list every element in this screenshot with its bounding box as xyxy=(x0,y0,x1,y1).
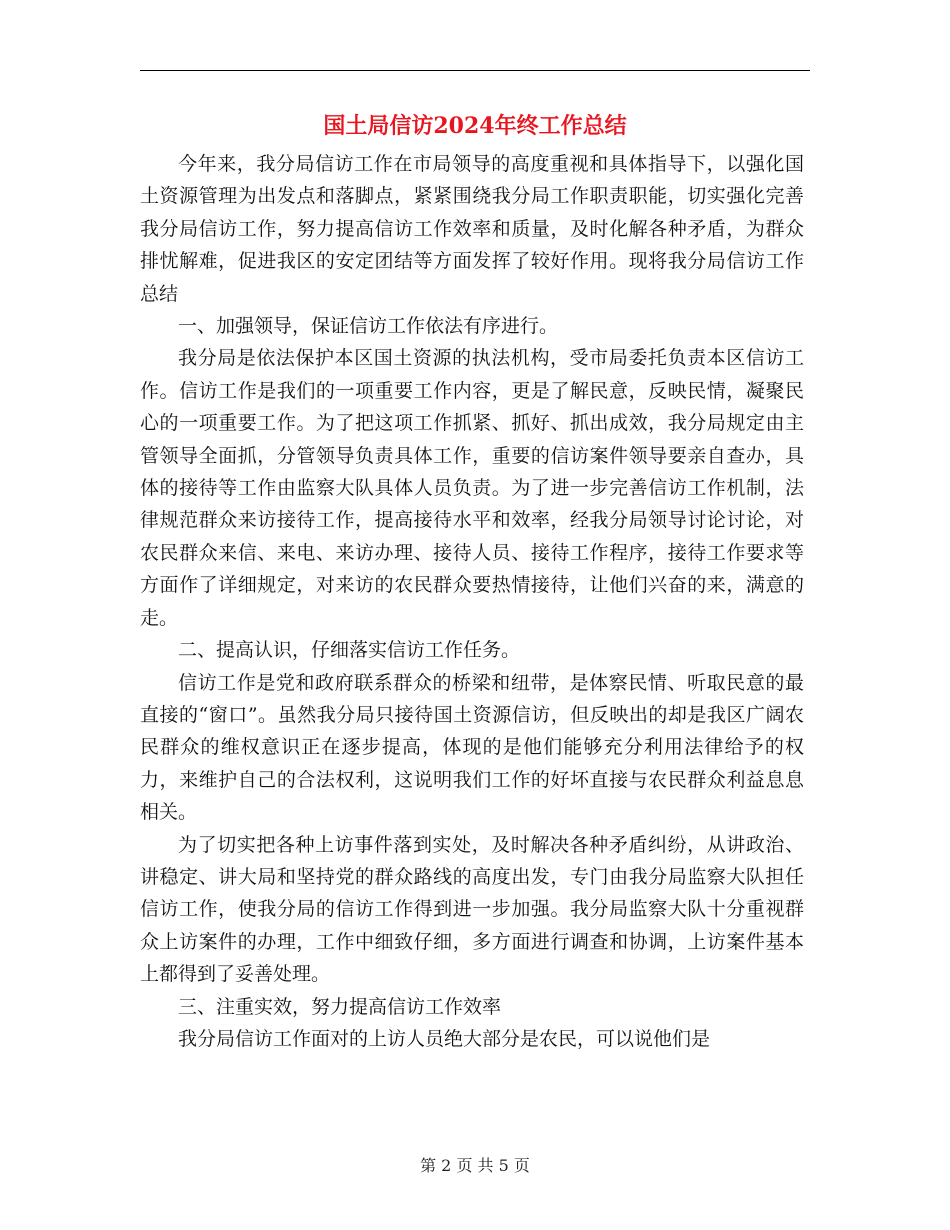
section-heading-2: 二、提高认识，仔细落实信访工作任务。 xyxy=(178,639,521,662)
paragraph: 为了切实把各种上访事件落到实处，及时解决各种矛盾纠纷，从讲政治、讲稳定、讲大局和坚持党的群众路线的高度出发，专门由我分局监察大队担任信访工作，使我分局的信访工作得到进一步加强。我分局监察大队十分重视群众上访案件的办理，工作中细致仔细，多方面进行调查和协调，上访案件基本上都得到了妥善处理。 xyxy=(140,833,804,986)
header-rule xyxy=(140,70,810,71)
paragraph: 我分局是依法保护本区国土资源的执法机构，受市局委托负责本区信访工作。信访工作是我们的一项重要工作内容，更是了解民意，反映民情，凝聚民心的一项重要工作。为了把这项工作抓紧、抓好、抓出成效，我分局规定由主管领导全面抓，分管领导负责具体工作，重要的信访案件领导要亲自查办，具体的接待等工作由监察大队具体人员负责。为了进一步完善信访工作机制，法律规范群众来访接待工作，提高接待水平和效率，经我分局领导讨论讨论，对农民群众来信、来电、来访办理、接待人员、接待工作程序，接待工作要求等方面作了详细规定，对来访的农民群众要热情接待，让他们兴奋的来，满意的走。 xyxy=(140,347,804,629)
document-body xyxy=(140,148,804,1055)
page-footer: 第 2 页 共 5 页 xyxy=(420,1156,530,1175)
section-heading-3: 三、注重实效，努力提高信访工作效率 xyxy=(178,995,502,1018)
section-heading-1: 一、加强领导，保证信访工作依法有序进行。 xyxy=(178,315,559,338)
paragraph: 信访工作是党和政府联系群众的桥梁和纽带，是体察民情、听取民意的最直接的“窗口”。虽然我分局只接待国土资源信访，但反映出的却是我区广阔农民群众的维权意识正在逐步提高，体现的是他们能够充分利用法律给予的权力，来维护自己的合法权利，这说明我们工作的好坏直接与农民群众利益息息相关。 xyxy=(140,671,804,824)
paragraph-intro: 今年来，我分局信访工作在市局领导的高度重视和具体指导下，以强化国土资源管理为出发点和落脚点，紧紧围绕我分局工作职责职能，切实强化完善我分局信访工作，努力提高信访工作效率和质量，及时化解各种矛盾，为群众排忧解难，促进我区的安定团结等方面发挥了较好作用。现将我分局信访工作总结 xyxy=(140,153,804,305)
paragraph: 我分局信访工作面对的上访人员绝大部分是农民，可以说他们是 xyxy=(178,1027,711,1050)
document-title: 国土局信访2024年终工作总结 xyxy=(323,113,627,139)
